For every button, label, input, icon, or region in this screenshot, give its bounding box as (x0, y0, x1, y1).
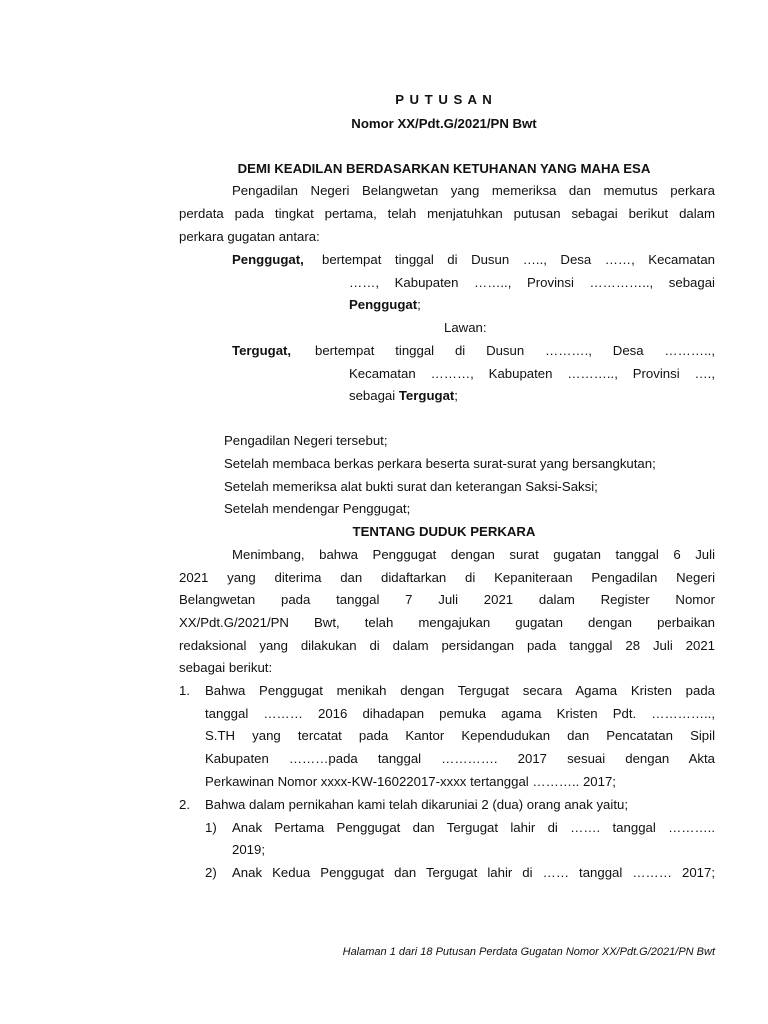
item-1-number: 1. (179, 683, 190, 698)
menimbang-line-2: 2021 yang diterima dan didaftarkan di Kepaniteraan Pengadilan Negeri (179, 570, 715, 585)
intro-line-3: perkara gugatan antara: (179, 229, 320, 244)
subitem-2-line-1: Anak Kedua Penggugat dan Tergugat lahir di …… tanggal ……… 2017; (232, 865, 715, 880)
consideration-3: Setelah memeriksa alat bukti surat dan keterangan Saksi-Saksi; (224, 479, 598, 494)
tergugat-label: Tergugat, (232, 343, 292, 358)
tergugat-role-suffix: ; (454, 388, 458, 403)
penggugat-line-1: bertempat tinggal di Dusun ….., Desa ……, Kecamatan (322, 252, 715, 267)
menimbang-line-4: XX/Pdt.G/2021/PN Bwt, telah mengajukan gugatan dengan perbaikan (179, 615, 715, 630)
penggugat-label: Penggugat, (232, 252, 304, 267)
tergugat-line-1: bertempat tinggal di Dusun ………., Desa ……….., (315, 343, 715, 358)
penggugat-line-2: ……, Kabupaten …….., Provinsi ………….., sebagai (349, 275, 715, 290)
irah-irah: DEMI KEADILAN BERDASARKAN KETUHANAN YANG MAHA ESA (237, 161, 651, 176)
intro-line-2: perdata pada tingkat pertama, telah menjatuhkan putusan sebagai berikut dalam (179, 206, 715, 221)
subitem-2-number: 2) (205, 865, 217, 880)
lawan-label: Lawan: (444, 320, 487, 335)
section-title: TENTANG DUDUK PERKARA (352, 524, 536, 539)
item-1-line-4: Kabupaten ………pada tanggal …………. 2017 sesuai dengan Akta (205, 751, 715, 766)
item-2-number: 2. (179, 797, 190, 812)
item-1-line-3: S.TH yang tercatat pada Kantor Kependudukan dan Pencatatan Sipil (205, 728, 715, 743)
item-2-line-1: Bahwa dalam pernikahan kami telah dikaruniai 2 (dua) orang anak yaitu; (205, 797, 628, 812)
consideration-1: Pengadilan Negeri tersebut; (224, 433, 388, 448)
subitem-1-line-1: Anak Pertama Penggugat dan Tergugat lahir di ……. tanggal ……….. (232, 820, 715, 835)
menimbang-line-6: sebagai berikut: (179, 660, 273, 675)
penggugat-role-line (349, 297, 421, 313)
item-1-line-2: tanggal ……… 2016 dihadapan pemuka agama Kristen Pdt. ………….., (205, 706, 715, 721)
page-footer: Halaman 1 dari 18 Putusan Perdata Gugatan Nomor XX/Pdt.G/2021/PN Bwt (342, 946, 715, 958)
tergugat-line-2: Kecamatan ………, Kabupaten ……….., Provinsi …., (349, 366, 715, 381)
menimbang-line-3: Belangwetan pada tanggal 7 Juli 2021 dalam Register Nomor (179, 592, 715, 607)
penggugat-role: Penggugat (349, 297, 418, 312)
consideration-2: Setelah membaca berkas perkara beserta surat-surat yang bersangkutan; (224, 456, 656, 471)
consideration-4: Setelah mendengar Penggugat; (224, 501, 411, 516)
item-1-line-5: Perkawinan Nomor xxxx-KW-16022017-xxxx tertanggal ……….. 2017; (205, 774, 616, 789)
tergugat-role-line (349, 388, 458, 404)
menimbang-line-1: Menimbang, bahwa Penggugat dengan surat gugatan tanggal 6 Juli (232, 547, 715, 562)
subitem-1-line-2: 2019; (232, 842, 266, 857)
tergugat-role-prefix: sebagai (349, 388, 399, 403)
penggugat-role-suffix: ; (417, 297, 421, 312)
document-number: Nomor XX/Pdt.G/2021/PN Bwt (351, 116, 537, 131)
item-1-line-1: Bahwa Penggugat menikah dengan Tergugat secara Agama Kristen pada (205, 683, 715, 698)
tergugat-role: Tergugat (398, 388, 455, 403)
intro-line-1: Pengadilan Negeri Belangwetan yang memeriksa dan memutus perkara (232, 183, 715, 198)
menimbang-line-5: redaksional yang dilakukan di dalam persidangan pada tanggal 28 Juli 2021 (179, 638, 715, 653)
subitem-1-number: 1) (205, 820, 217, 835)
document-title: P U T U S A N (395, 92, 493, 107)
